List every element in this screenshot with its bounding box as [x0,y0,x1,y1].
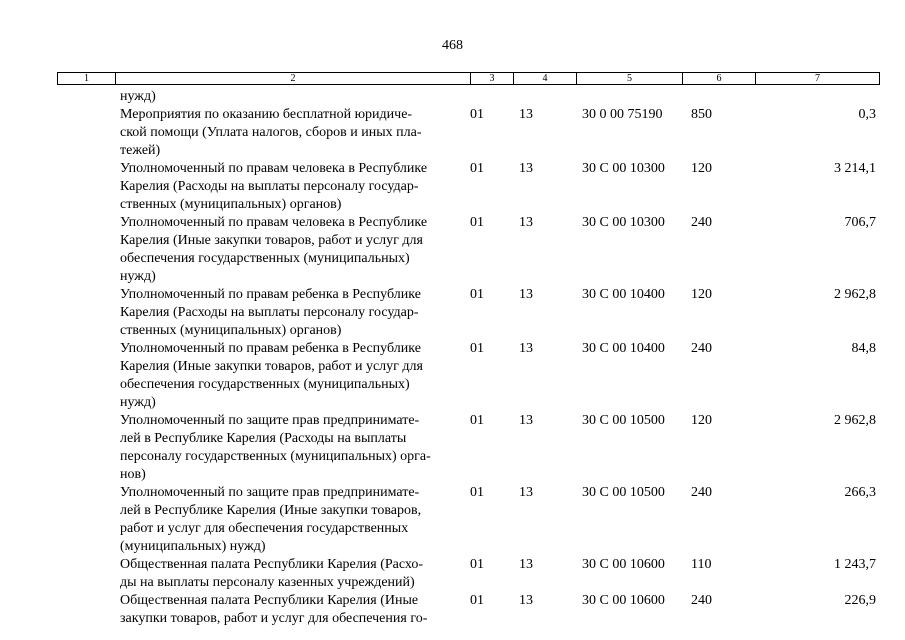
row-expense-type: 240 [691,341,712,356]
row-section-code: 01 [470,485,484,500]
row-expense-type: 240 [691,215,712,230]
row-expense-type: 120 [691,287,712,302]
row-subsection-code: 13 [519,107,533,122]
row-section-code: 01 [470,557,484,572]
table-row [0,484,905,556]
row-amount: 2 962,8 [834,413,876,428]
row-description: Общественная палата Республики Карелия (Иные закупки товаров, работ и услуг для обеспечения го- [120,593,428,626]
row-subsection-code: 13 [519,287,533,302]
row-amount: 2 962,8 [834,287,876,302]
table-row [0,592,905,628]
row-target-code: 30 С 00 10500 [582,485,665,500]
row-description: Уполномоченный по правам ребенка в Республике Карелия (Расходы на выплаты персоналу государ- ственных (муниципальных) органов) [120,287,421,338]
row-expense-type: 850 [691,107,712,122]
row-expense-type: 110 [691,557,712,572]
row-target-code: 30 С 00 10600 [582,593,665,608]
row-subsection-code: 13 [519,413,533,428]
row-target-code: 30 С 00 10300 [582,215,665,230]
row-amount: 0,3 [858,107,876,122]
row-section-code: 01 [470,341,484,356]
table-row [0,556,905,592]
row-amount: 84,8 [851,341,876,356]
row-amount: 226,9 [844,593,876,608]
row-target-code: 30 С 00 10400 [582,341,665,356]
row-section-code: 01 [470,215,484,230]
column-header-5: 5 [577,73,683,85]
row-subsection-code: 13 [519,215,533,230]
row-subsection-code: 13 [519,557,533,572]
page-number: 468 [442,38,463,53]
row-section-code: 01 [470,161,484,176]
row-section-code: 01 [470,107,484,122]
row-target-code: 30 С 00 10400 [582,287,665,302]
column-header-7: 7 [756,73,880,85]
row-description: Уполномоченный по защите прав предпринимате- лей в Республике Карелия (Расходы на выплаты персоналу государственных (муниципальных) орга- нов) [120,413,431,482]
row-description: Уполномоченный по правам человека в Республике Карелия (Расходы на выплаты персоналу государ- ственных (муниципальных) органов) [120,161,428,212]
row-description: Уполномоченный по правам ребенка в Республике Карелия (Иные закупки товаров, работ и услуг для обеспечения государственных (муниципальных) нужд) [120,341,423,410]
row-target-code: 30 С 00 10300 [582,161,665,176]
column-header-1: 1 [58,73,116,85]
table-row [0,286,905,340]
row-subsection-code: 13 [519,593,533,608]
row-subsection-code: 13 [519,161,533,176]
column-header-row [57,72,880,85]
table-row [0,160,905,214]
row-expense-type: 240 [691,485,712,500]
column-header-6: 6 [683,73,756,85]
column-header-2: 2 [116,73,471,85]
row-section-code: 01 [470,413,484,428]
row-target-code: 30 С 00 10500 [582,413,665,428]
row-section-code: 01 [470,593,484,608]
row-description: Мероприятия по оказанию бесплатной юридиче- ской помощи (Уплата налогов, сборов и иных пла- тежей) [120,107,422,158]
row-section-code: 01 [470,287,484,302]
row-amount: 266,3 [844,485,876,500]
row-description: Общественная палата Республики Карелия (Расхо- ды на выплаты персоналу казенных учреждений) [120,557,424,590]
row-description: Уполномоченный по правам человека в Республике Карелия (Иные закупки товаров, работ и услуг для обеспечения государственных (муниципальных) нужд) [120,215,428,284]
row-description: Уполномоченный по защите прав предпринимате- лей в Республике Карелия (Иные закупки товаров, работ и услуг для обеспечения государственных (муниципальных) нужд) [120,485,422,554]
row-subsection-code: 13 [519,485,533,500]
table-row [0,340,905,412]
table-body [0,88,905,628]
row-expense-type: 120 [691,413,712,428]
row-expense-type: 240 [691,593,712,608]
row-subsection-code: 13 [519,341,533,356]
table-row [0,106,905,160]
row-target-code: 30 С 00 10600 [582,557,665,572]
row-amount: 3 214,1 [834,161,876,176]
column-header-4: 4 [514,73,577,85]
table-row [0,214,905,286]
column-header-3: 3 [471,73,514,85]
row-target-code: 30 0 00 75190 [582,107,663,122]
row-expense-type: 120 [691,161,712,176]
row-amount: 1 243,7 [834,557,876,572]
leading-text: нужд) [120,89,156,104]
table-row [0,412,905,484]
row-amount: 706,7 [844,215,876,230]
